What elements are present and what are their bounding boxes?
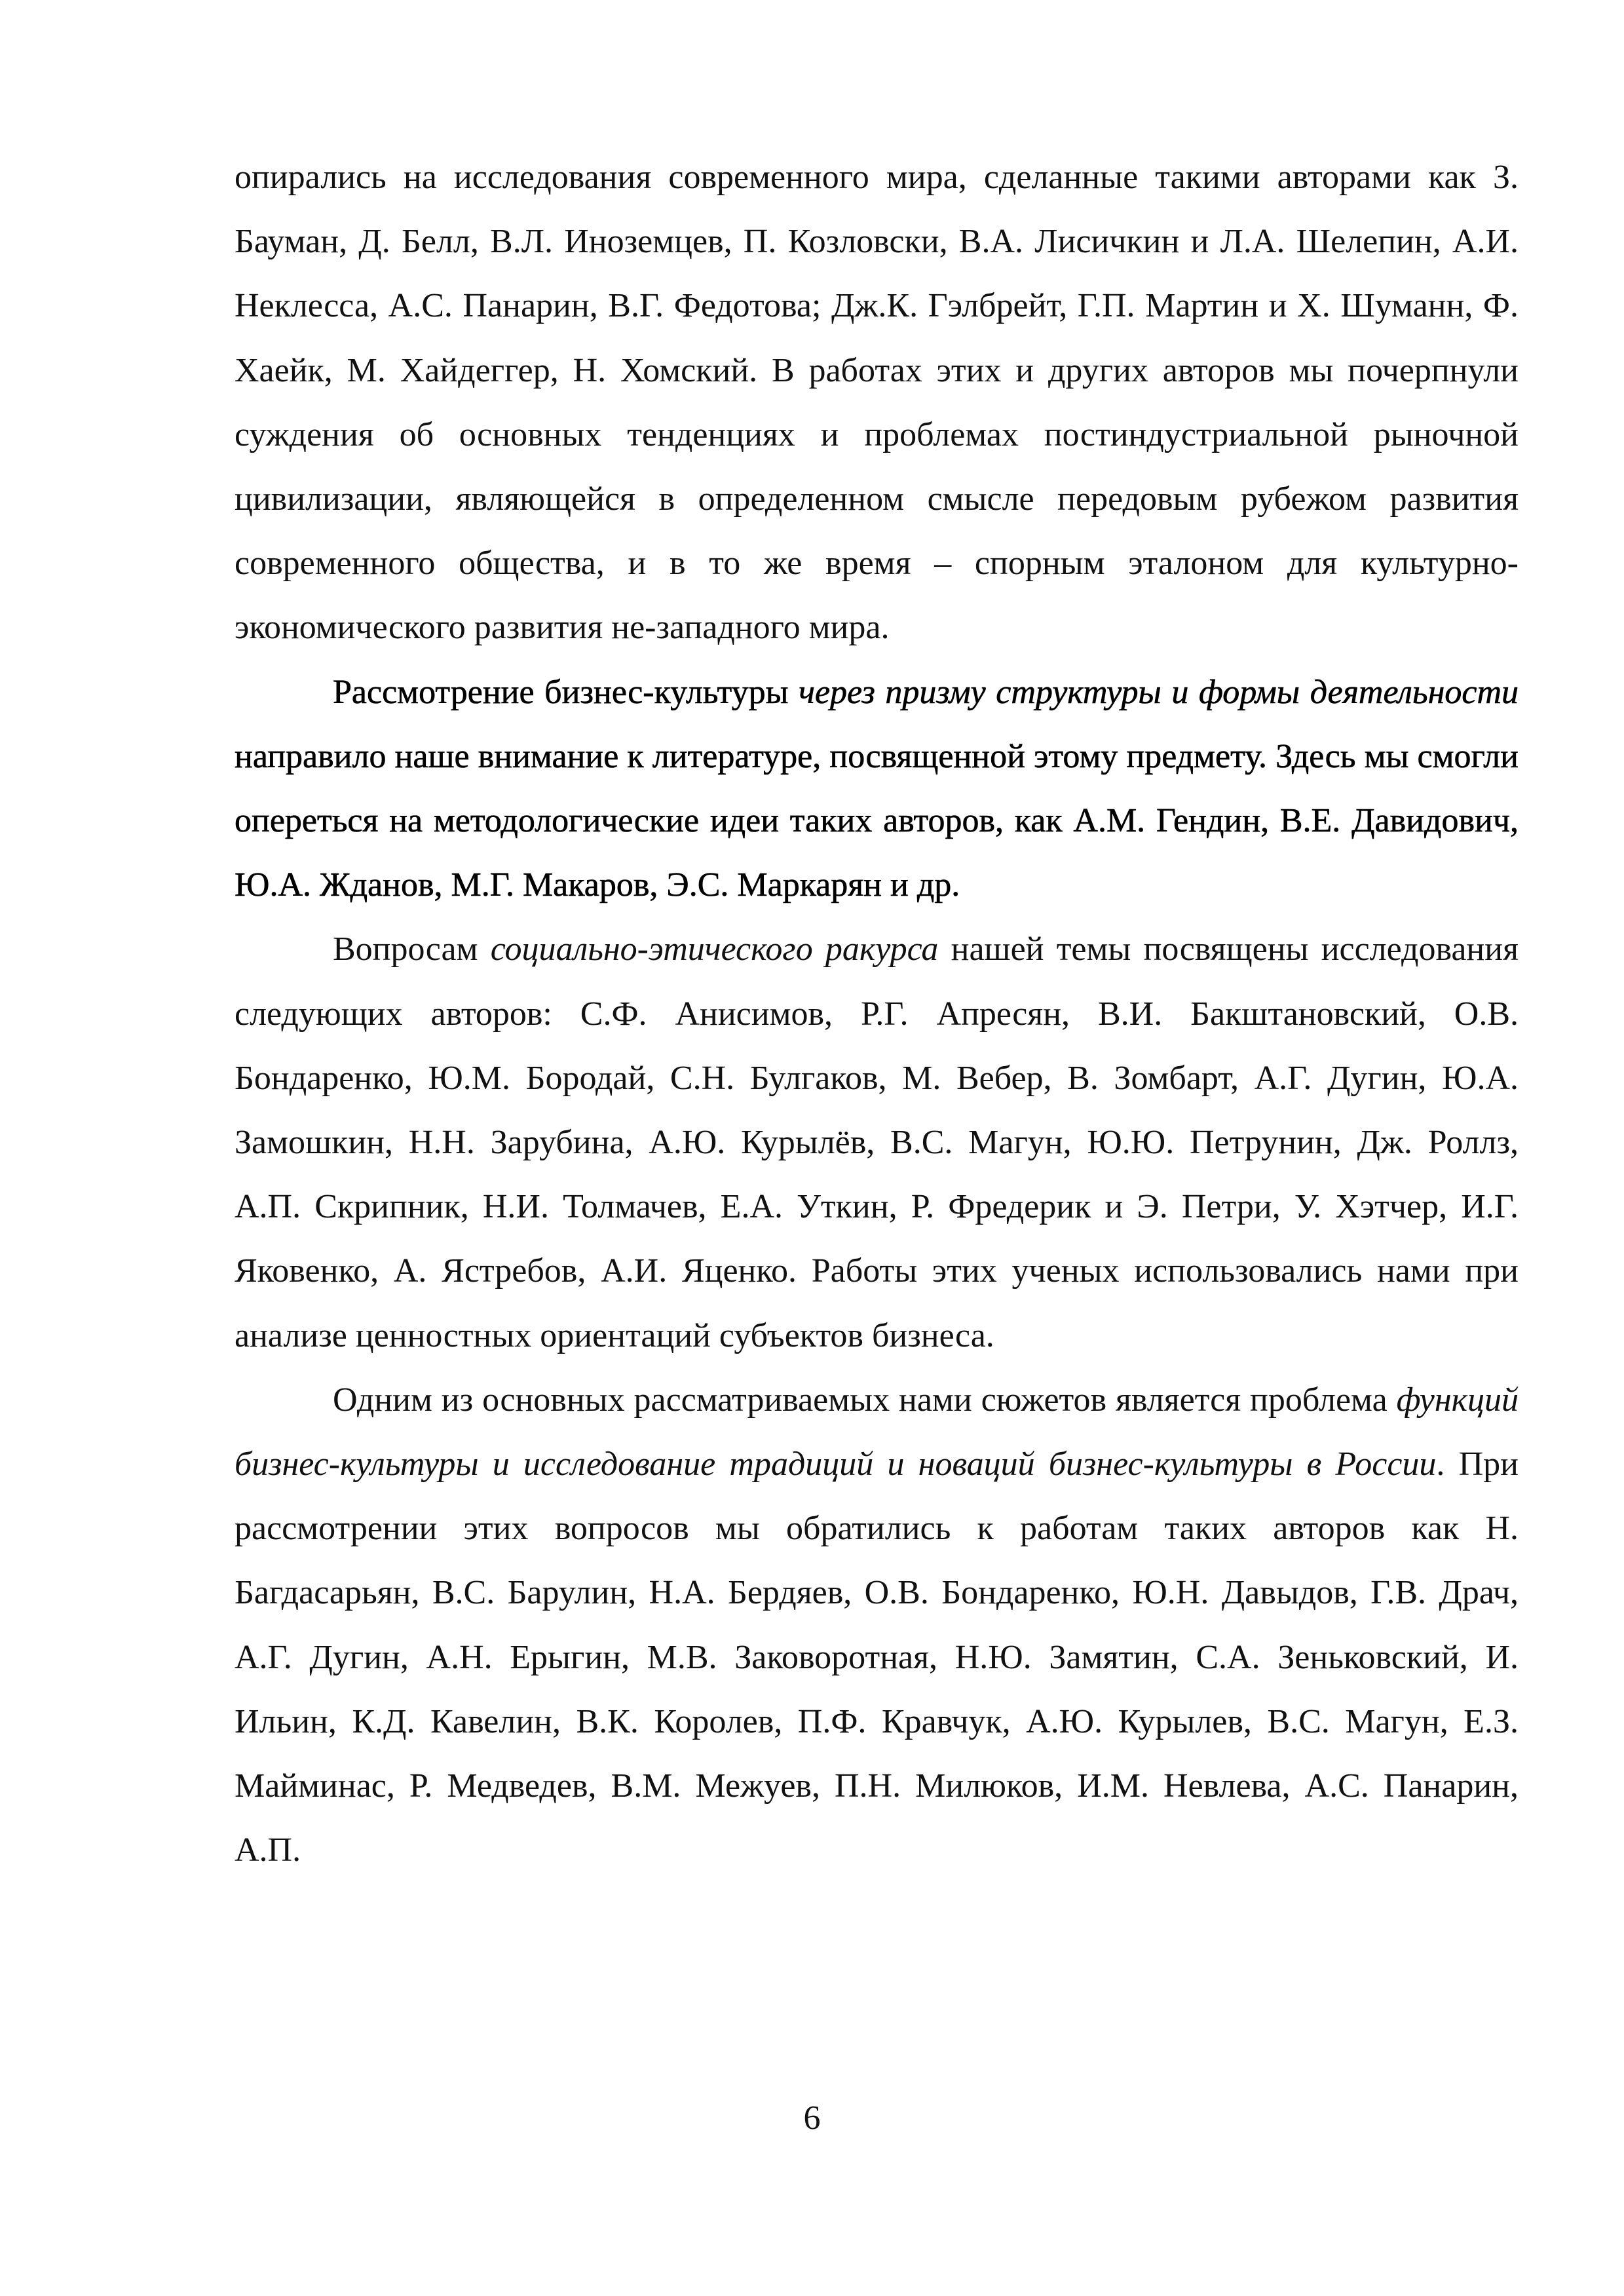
paragraph-1 <box>235 145 1519 660</box>
paragraph-3-italic-phrase: социально-этического ракурса <box>490 930 939 968</box>
paragraph-1-text: опирались на исследования современного мира, сделанные такими авторами как З. Бауман, Д. Белл, В.Л. Иноземцев, П. Козловски, В.А. Лисичкин и Л.А. Шелепин, А.И. Неклесса, А.С. Панарин, В.Г. Федотова; Дж.К. Гэлбрейт, Г.П. Мартин и Х. Шуманн, Ф. Хаейк, М. Хайдеггер, Н. Хомский. В работах этих и других авторов мы почерпнули суждения об основных тенденциях и проблемах постиндустриальной рыночной цивилизации, являющейся в определенном смысле передовым рубежом развития современного общества, и в то же время – спорным эталоном для культурно-экономического развития не-западного мира. <box>235 159 1519 647</box>
paragraph-2-italic-phrase: через призму структуры и формы деятельности <box>799 673 1519 711</box>
paragraph-4-text-a: Одним из основных рассматриваемых нами сюжетов является проблема <box>333 1381 1397 1419</box>
paragraph-2-text-b: направило наше внимание к литературе, посвященной этому предмету. Здесь мы смогли опереться на методологические идеи таких авторов, как А.М. Гендин, В.Е. Давидович, Ю.А. Жданов, М.Г. Макаров, Э.С. Маркарян и др. <box>235 737 1519 904</box>
page-number: 6 <box>803 2099 821 2137</box>
paragraph-3-text-a: Вопросам <box>333 930 491 968</box>
paragraph-4-italic-phrase: функций бизнес-культуры и исследование традиций и новаций бизнес-культуры в России <box>235 1381 1519 1483</box>
document-page <box>235 145 1519 1883</box>
paragraph-3 <box>235 917 1519 1368</box>
paragraph-4 <box>235 1368 1519 1883</box>
paragraph-2 <box>235 660 1519 918</box>
paragraph-3-text-b: нашей темы посвящены исследования следующих авторов: С.Ф. Анисимов, Р.Г. Апресян, В.И. Бакштановский, О.В. Бондаренко, Ю.М. Бородай, С.Н. Булгаков, М. Вебер, В. Зомбарт, А.Г. Дугин, Ю.А. Замошкин, Н.Н. Зарубина, А.Ю. Курылёв, В.С. Магун, Ю.Ю. Петрунин, Дж. Роллз, А.П. Скрипник, Н.И. Толмачев, Е.А. Уткин, Р. Фредерик и Э. Петри, У. Хэтчер, И.Г. Яковенко, А. Ястребов, А.И. Яценко. Работы этих ученых использовались нами при анализе ценностных ориентаций субъектов бизнеса. <box>235 930 1519 1354</box>
paragraph-4-text-b: . При рассмотрении этих вопросов мы обратились к работам таких авторов как Н. Багдасарьян, В.С. Барулин, Н.А. Бердяев, О.В. Бондаренко, Ю.Н. Давыдов, Г.В. Драч, А.Г. Дугин, А.Н. Ерыгин, М.В. Заковоротная, Н.Ю. Замятин, С.А. Зеньковский, И. Ильин, К.Д. Кавелин, В.К. Королев, П.Ф. Кравчук, А.Ю. Курылев, В.С. Магун, Е.З. Майминас, Р. Медведев, В.М. Межуев, П.Н. Милюков, И.М. Невлева, А.С. Панарин, А.П. <box>235 1445 1519 1869</box>
paragraph-2-text-a: Рассмотрение бизнес-культуры <box>333 673 799 711</box>
